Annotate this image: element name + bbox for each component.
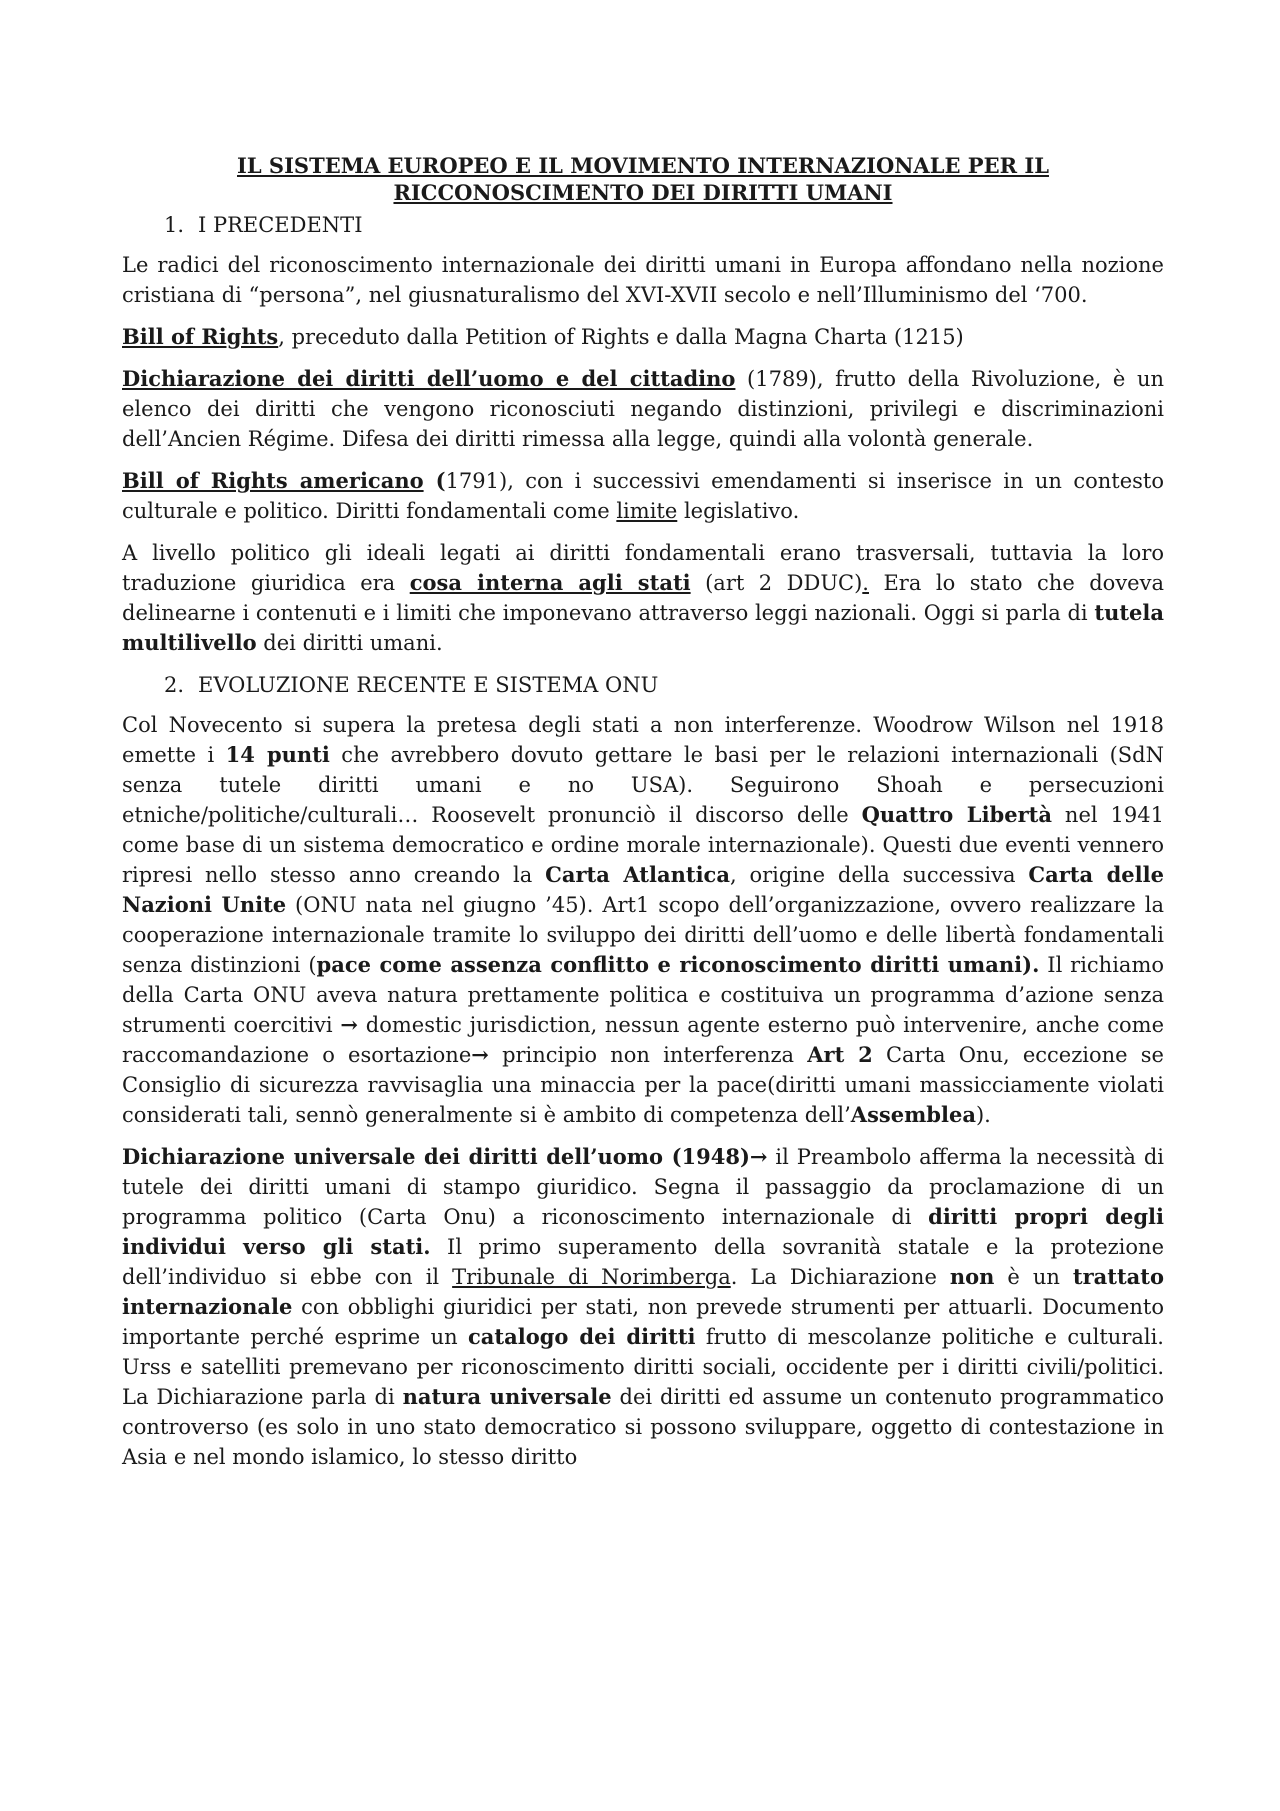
term-cosa-interna-agli-stati: cosa interna agli stati — [409, 570, 691, 595]
paragraph-text: (art 2 DDUC) — [690, 571, 863, 595]
term-tribunale-norimberga: Tribunale di Norimberga — [452, 1265, 731, 1289]
paragraph-bill-of-rights — [122, 322, 1164, 352]
section-heading-evoluzione — [164, 670, 1164, 700]
paragraph-bill-of-rights-americano — [122, 466, 1164, 526]
term-14-punti: 14 punti — [225, 742, 330, 767]
paragraph-text: ). — [975, 1103, 991, 1127]
underlined-period: . — [862, 571, 869, 595]
term-dichiarazione-universale: Dichiarazione universale dei diritti dell’uomo (1948) — [122, 1144, 750, 1169]
paragraph-dichiarazione-1789 — [122, 364, 1164, 454]
paragraph-text: nel 1941 come base di un sistema democratico e ordine morale internazionale). Questi due eventi vennero ripresi nello stesso anno creando la — [122, 803, 1164, 887]
section-heading-precedenti — [164, 210, 1164, 240]
term-catalogo-diritti: catalogo dei diritti — [468, 1324, 696, 1349]
bold-parenthesis: ( — [423, 468, 446, 493]
section-label: EVOLUZIONE RECENTE E SISTEMA ONU — [198, 673, 659, 697]
paragraph-text: (ONU nata nel giugno ’45). Art1 scopo dell’organizzazione, ovvero realizzare la cooperazione internazionale tramite lo sviluppo dei diritti dell’uomo e delle libertà fondamentali senza distinzioni ( — [122, 893, 1165, 977]
paragraph-text: domestic jurisdiction, nessun agente esterno può intervenire, anche come raccomandazione o esortazione — [122, 1013, 1164, 1067]
paragraph-text: Il primo superamento della sovranità statale e la protezione dell’individuo si ebbe con il — [122, 1235, 1164, 1289]
term-quattro-liberta: Quattro Libertà — [861, 802, 1052, 827]
paragraph-text: Col Novecento si supera la pretesa degli stati a non interferenze. Woodrow Wilson nel 1918 emette i — [122, 713, 1164, 767]
paragraph-livello-politico — [122, 538, 1164, 658]
section-label: I PRECEDENTI — [198, 213, 363, 237]
title-line-1: IL SISTEMA EUROPEO E IL MOVIMENTO INTERNAZIONALE PER IL — [237, 153, 1049, 178]
term-bill-of-rights: Bill of Rights — [122, 324, 279, 349]
term-carta-atlantica: Carta Atlantica — [545, 862, 730, 887]
paragraph-text: il Preambolo afferma la necessità di tutele dei diritti umani di stampo giuridico. Segna il passaggio da proclamazione di un programma politico (Carta Onu) a riconoscimento internazionale di — [122, 1145, 1164, 1229]
term-limite: limite — [616, 499, 678, 523]
term-dichiarazione-diritti-uomo-cittadino: Dichiarazione dei diritti dell’uomo e del cittadino — [122, 366, 736, 391]
paragraph-text: Carta Onu, eccezione se Consiglio di sicurezza ravvisaglia una minaccia per la pace(diritti umani massicciamente violati considerati tali, sennò generalmente si è ambito di competenza dell’ — [122, 1043, 1164, 1127]
paragraph-text: che avrebbero dovuto gettare le basi per le relazioni internazionali (SdN senza tutele diritti umani e no USA). Seguirono Shoah e persecuzioni etniche/politiche/culturali… Roosevelt pronunciò il discorso delle — [122, 743, 1164, 827]
term-tutela-multilivello: tutela multilivello — [122, 600, 1164, 655]
arrow-right-icon: → — [471, 1042, 489, 1067]
paragraph-text: frutto di mescolanze politiche e culturali. Urss e satelliti premevano per riconoscimento diritti sociali, occidente per i diritti civili/politici. La Dichiarazione parla di — [122, 1325, 1164, 1409]
paragraph-text: dei diritti umani. — [256, 631, 443, 655]
paragraph-text: A livello politico gli ideali legati ai diritti fondamentali erano trasversali, tuttavia la loro traduzione giuridica era — [122, 541, 1164, 595]
arrow-right-icon: → — [340, 1012, 359, 1037]
term-pace-come-assenza-conflitto: pace come assenza conflitto e riconoscimento diritti umani). — [316, 952, 1040, 977]
paragraph-text: , preceduto dalla Petition of Rights e dalla Magna Charta (1215) — [278, 325, 964, 349]
paragraph-text: (1789), frutto della Rivoluzione, è un elenco dei diritti che vengono riconosciuti negando distinzioni, privilegi e discriminazioni dell’Ancien Régime. Difesa dei diritti rimessa alla legge, quindi alla volontà generale. — [122, 367, 1164, 451]
term-assemblea: Assemblea — [850, 1102, 976, 1127]
term-trattato-internazionale: trattato internazionale — [122, 1264, 1164, 1319]
paragraph-radici — [122, 250, 1164, 310]
paragraph-novecento — [122, 710, 1164, 1130]
document-title — [122, 152, 1164, 206]
term-art-2: Art 2 — [807, 1042, 873, 1067]
paragraph-text: principio non interferenza — [488, 1043, 808, 1067]
term-bill-of-rights-americano: Bill of Rights americano — [122, 468, 424, 493]
paragraph-text: 1791), con i successivi emendamenti si inserisce in un contesto culturale e politico. Diritti fondamentali come — [122, 469, 1164, 523]
term-non: non — [949, 1264, 995, 1289]
paragraph-text: è un — [994, 1265, 1073, 1289]
paragraph-text: Le radici del riconoscimento internazionale dei diritti umani in Europa affondano nella nozione cristiana di “persona”, nel giusnaturalismo del XVI-XVII secolo e nell’Illuminismo del ‘700. — [122, 253, 1164, 307]
paragraph-text: con obblighi giuridici per stati, non prevede strumenti per attuarli. Documento importante perché esprime un — [122, 1295, 1164, 1349]
term-carta-nazioni-unite: Carta delle Nazioni Unite — [122, 862, 1164, 917]
paragraph-text: legislativo. — [677, 499, 800, 523]
paragraph-dichiarazione-universale — [122, 1142, 1164, 1472]
paragraph-text: , origine della successiva — [729, 863, 1029, 887]
paragraph-text: Il richiamo della Carta ONU aveva natura prettamente politica e costituiva un programma d’azione senza strumenti coercitivi — [122, 953, 1164, 1037]
paragraph-text: dei diritti ed assume un contenuto programmatico controverso (es solo in uno stato democratico si possono sviluppare, oggetto di contestazione in Asia e nel mondo islamico, lo stesso diritto — [122, 1385, 1165, 1469]
arrow-right-icon: → — [749, 1144, 768, 1169]
section-number: 1. — [164, 213, 185, 237]
term-natura-universale: natura universale — [402, 1384, 612, 1409]
term-diritti-propri-individui: diritti propri degli individui verso gli stati. — [122, 1204, 1164, 1259]
paragraph-text: Era lo stato che doveva delinearne i contenuti e i limiti che imponevano attraverso leggi nazionali. Oggi si parla di — [122, 571, 1164, 625]
section-number: 2. — [164, 673, 185, 697]
title-line-2: RICCONOSCIMENTO DEI DIRITTI UMANI — [393, 180, 893, 205]
paragraph-text: . La Dichiarazione — [730, 1265, 950, 1289]
